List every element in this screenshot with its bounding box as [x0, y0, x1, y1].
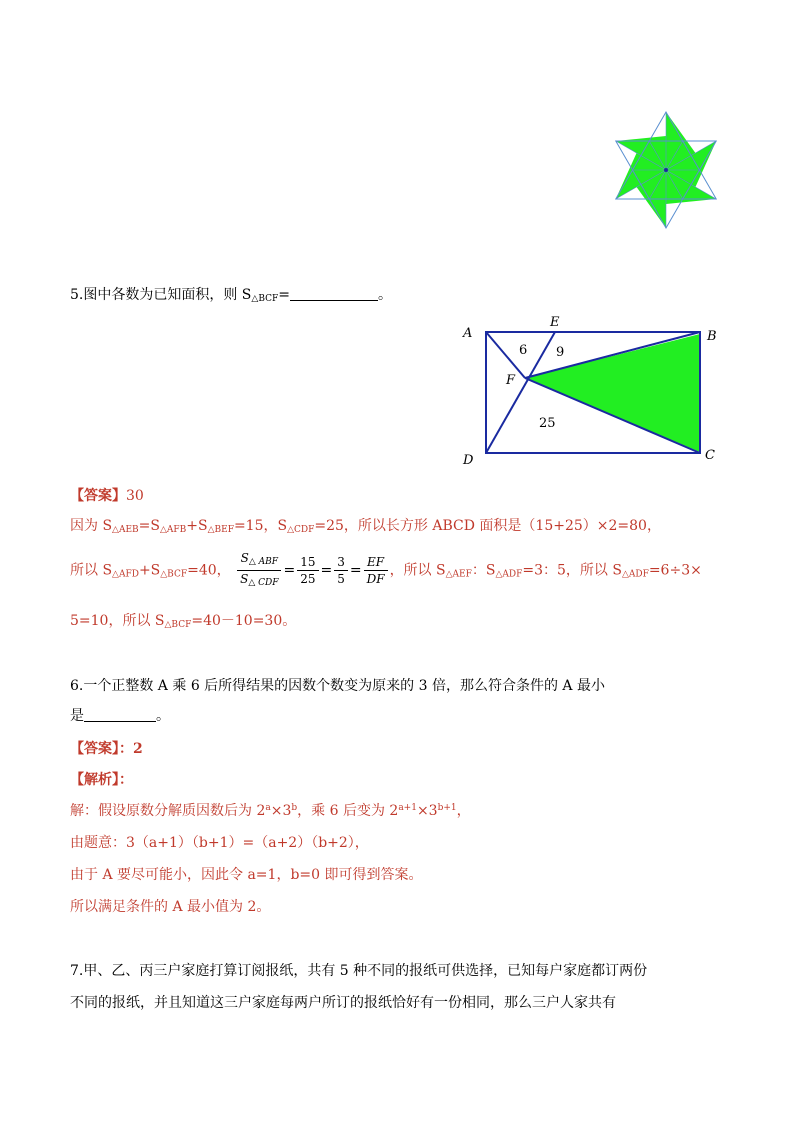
q6-question-line1: 6.一个正整数 A 乘 6 后所得结果的因数个数变为原来的 3 倍，那么符合条件的 A 最小	[70, 678, 605, 694]
q7-question-line2: 不同的报纸，并且知道这三户家庭每两户所订的报纸恰好有一份相同，那么三户人家共有	[70, 995, 616, 1011]
area-label-25: 25	[539, 416, 556, 431]
fraction-s-abf-s-cdf: $\frac{S_{\triangle ABF}}{S_{\triangle CDF}}$	[237, 550, 281, 591]
label-b: B	[707, 329, 717, 344]
q5-answer: 【答案】30	[70, 488, 144, 504]
q5-solution-line1: 因为 $S_{\triangle AEB}=S_{\triangle AFB}+S_{\triangle BEF}=15$，$S_{\triangle CDF}=25$，所以长方形 ABCD 面积是（15+25）×2=80，	[70, 518, 661, 535]
q7-question-line1: 7.甲、乙、丙三户家庭打算订阅报纸，共有 5 种不同的报纸可供选择，已知每户家庭都订两份	[70, 963, 648, 979]
label-d: D	[463, 453, 474, 468]
rectangle-figure	[455, 312, 730, 472]
answer-blank[interactable]	[290, 286, 378, 301]
label-f: F	[506, 373, 516, 388]
q6-analysis-line2: 由题意：3（a+1）（b+1）=（a+2）（b+2），	[70, 835, 369, 851]
triangle-bcf	[525, 334, 700, 452]
fraction-ef-df: $\frac{EF}{DF}$	[364, 554, 388, 587]
answer-blank[interactable]	[84, 707, 156, 722]
q6-analysis-line1: 解：假设原数分解质因数后为 $2^a\times 3^b$，乘 6 后变为 $2^{a+1}\times 3^{b+1}$，	[70, 803, 471, 819]
fraction-3-5: $\frac{3}{5}$	[334, 554, 348, 587]
q5-solution-line2: 所以 $S_{\triangle AFD}+S_{\triangle BCF}=40$， $\frac{S_{\triangle ABF}}{S_{\triangle CDF}}$ = $\frac{15}{25}$ = $\frac{3}{5}$ = $\frac{EF}{DF}$ ，所以 $S_{\triangle AEF}$：$S_{\triangle ADF}=3$：5，所以 $S_{\triangle ADF}=6\div 3\times$	[70, 550, 702, 591]
q6-analysis-label: 【解析】：	[70, 772, 133, 788]
q6-question-line2: 是 。	[70, 708, 170, 724]
area-label-9: 9	[556, 345, 565, 360]
label-a: A	[463, 326, 473, 341]
star-center	[664, 168, 668, 172]
star-figure	[612, 110, 720, 230]
area-label-6: 6	[519, 343, 528, 358]
q5-solution-line3: 5=10，所以 $S_{\triangle BCF}=40-10=30$。	[70, 613, 297, 630]
label-e: E	[550, 315, 560, 330]
q5-question: 5.图中各数为已知面积，则 $S_{\triangle BCF}=$ 。	[70, 287, 392, 304]
q6-analysis-line4: 所以满足条件的 A 最小值为 2。	[70, 899, 271, 915]
q6-answer: 【答案】：2	[70, 741, 143, 757]
label-c: C	[705, 448, 715, 463]
fraction-15-25: $\frac{15}{25}$	[297, 554, 318, 587]
q6-analysis-line3: 由于 A 要尽可能小，因此令 a=1，b=0 即可得到答案。	[70, 867, 423, 883]
